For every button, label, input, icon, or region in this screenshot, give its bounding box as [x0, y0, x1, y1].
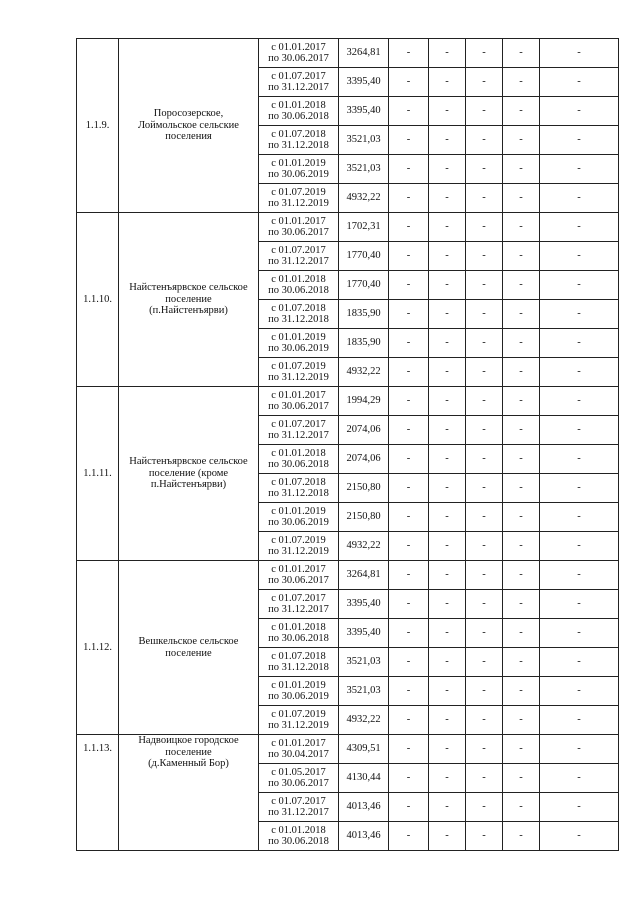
tariff-value: 4130,44	[339, 764, 389, 793]
period-to: по 30.06.2018	[268, 285, 329, 296]
period-to: по 30.06.2019	[268, 517, 329, 528]
period-from: с 01.01.2017	[271, 41, 326, 53]
empty-value-dash: -	[466, 358, 503, 387]
empty-value-dash: -	[540, 619, 619, 648]
period-cell	[259, 213, 339, 242]
empty-value-dash: -	[429, 532, 466, 561]
empty-value-dash: -	[429, 416, 466, 445]
period-cell	[259, 68, 339, 97]
empty-value-dash: -	[503, 242, 540, 271]
period-to: по 31.12.2017	[268, 82, 329, 93]
period-to: по 30.06.2017	[268, 778, 329, 789]
empty-value-dash: -	[540, 271, 619, 300]
empty-value-dash: -	[389, 793, 429, 822]
empty-value-dash: -	[540, 793, 619, 822]
empty-value-dash: -	[389, 735, 429, 764]
period-cell	[259, 358, 339, 387]
empty-value-dash: -	[466, 271, 503, 300]
settlement-name-line: п.Найстенъярви)	[150, 479, 227, 491]
period-from: с 01.01.2019	[271, 331, 326, 343]
settlement-name-line: (д.Каменный Бор)	[148, 758, 229, 769]
empty-value-dash: -	[540, 358, 619, 387]
empty-value-dash: -	[540, 503, 619, 532]
empty-value-dash: -	[503, 126, 540, 155]
empty-value-dash: -	[429, 213, 466, 242]
period-cell	[259, 677, 339, 706]
empty-value-dash: -	[389, 590, 429, 619]
empty-value-dash: -	[466, 68, 503, 97]
period-to: по 30.06.2018	[268, 111, 329, 122]
tariff-value: 3521,03	[339, 648, 389, 677]
tariff-value: 2150,80	[339, 503, 389, 532]
empty-value-dash: -	[503, 445, 540, 474]
empty-value-dash: -	[466, 561, 503, 590]
empty-value-dash: -	[466, 735, 503, 764]
empty-value-dash: -	[429, 184, 466, 213]
period-to: по 31.12.2017	[268, 256, 329, 267]
period-to: по 31.12.2018	[268, 314, 329, 325]
empty-value-dash: -	[389, 68, 429, 97]
empty-value-dash: -	[389, 474, 429, 503]
empty-value-dash: -	[540, 474, 619, 503]
empty-value-dash: -	[503, 155, 540, 184]
period-cell	[259, 97, 339, 126]
period-cell	[259, 445, 339, 474]
empty-value-dash: -	[466, 97, 503, 126]
empty-value-dash: -	[466, 155, 503, 184]
empty-value-dash: -	[540, 300, 619, 329]
item-code: 1.1.9.	[77, 39, 119, 213]
tariff-value: 2074,06	[339, 416, 389, 445]
empty-value-dash: -	[429, 822, 466, 851]
empty-value-dash: -	[503, 474, 540, 503]
empty-value-dash: -	[540, 677, 619, 706]
tariff-value: 3521,03	[339, 155, 389, 184]
empty-value-dash: -	[466, 416, 503, 445]
empty-value-dash: -	[466, 445, 503, 474]
empty-value-dash: -	[389, 416, 429, 445]
empty-value-dash: -	[503, 213, 540, 242]
empty-value-dash: -	[503, 619, 540, 648]
period-from: с 01.07.2018	[271, 302, 326, 314]
empty-value-dash: -	[466, 677, 503, 706]
period-to: по 31.12.2017	[268, 807, 329, 818]
empty-value-dash: -	[503, 561, 540, 590]
period-from: с 01.05.2017	[271, 766, 326, 778]
empty-value-dash: -	[466, 793, 503, 822]
empty-value-dash: -	[466, 648, 503, 677]
table-row	[77, 735, 619, 764]
settlement-name-line: поселение	[165, 746, 212, 758]
period-cell	[259, 39, 339, 68]
empty-value-dash: -	[389, 764, 429, 793]
empty-value-dash: -	[429, 271, 466, 300]
empty-value-dash: -	[540, 97, 619, 126]
empty-value-dash: -	[503, 271, 540, 300]
period-cell	[259, 648, 339, 677]
period-to: по 30.06.2017	[268, 575, 329, 586]
empty-value-dash: -	[389, 445, 429, 474]
empty-value-dash: -	[466, 213, 503, 242]
period-to: по 31.12.2019	[268, 198, 329, 209]
settlement-name-line: Надвоицкое городское	[138, 735, 239, 746]
settlement-name-line: поселение (кроме	[148, 467, 229, 479]
empty-value-dash: -	[429, 387, 466, 416]
empty-value-dash: -	[503, 97, 540, 126]
empty-value-dash: -	[540, 532, 619, 561]
empty-value-dash: -	[503, 677, 540, 706]
empty-value-dash: -	[540, 126, 619, 155]
empty-value-dash: -	[503, 68, 540, 97]
empty-value-dash: -	[389, 184, 429, 213]
tariff-value: 1835,90	[339, 329, 389, 358]
period-to: по 31.12.2018	[268, 662, 329, 673]
empty-value-dash: -	[389, 358, 429, 387]
period-to: по 30.06.2017	[268, 227, 329, 238]
period-cell	[259, 706, 339, 735]
settlement-name-line: Поросозерское,	[153, 108, 224, 120]
empty-value-dash: -	[503, 184, 540, 213]
empty-value-dash: -	[540, 39, 619, 68]
period-to: по 30.06.2019	[268, 169, 329, 180]
empty-value-dash: -	[389, 97, 429, 126]
empty-value-dash: -	[389, 561, 429, 590]
tariff-value: 4309,51	[339, 735, 389, 764]
empty-value-dash: -	[389, 648, 429, 677]
settlement-name	[119, 39, 259, 213]
settlement-name-line: Найстенъярвское сельское	[129, 456, 248, 468]
empty-value-dash: -	[540, 184, 619, 213]
item-code: 1.1.11.	[77, 387, 119, 561]
settlement-name-line: поселения	[165, 131, 212, 143]
item-code: 1.1.12.	[77, 561, 119, 735]
tariff-value: 3264,81	[339, 39, 389, 68]
period-to: по 31.12.2019	[268, 720, 329, 731]
period-cell	[259, 619, 339, 648]
empty-value-dash: -	[503, 706, 540, 735]
period-to: по 30.06.2018	[268, 633, 329, 644]
empty-value-dash: -	[389, 39, 429, 68]
empty-value-dash: -	[540, 68, 619, 97]
period-to: по 31.12.2018	[268, 140, 329, 151]
empty-value-dash: -	[466, 706, 503, 735]
empty-value-dash: -	[389, 300, 429, 329]
period-cell	[259, 271, 339, 300]
empty-value-dash: -	[466, 590, 503, 619]
table-row	[77, 561, 619, 590]
empty-value-dash: -	[503, 39, 540, 68]
empty-value-dash: -	[503, 590, 540, 619]
period-cell	[259, 532, 339, 561]
empty-value-dash: -	[429, 358, 466, 387]
period-cell	[259, 735, 339, 764]
period-to: по 31.12.2019	[268, 372, 329, 383]
empty-value-dash: -	[429, 619, 466, 648]
empty-value-dash: -	[429, 561, 466, 590]
empty-value-dash: -	[466, 822, 503, 851]
period-from: с 01.01.2018	[271, 273, 326, 285]
settlement-name-line: (п.Найстенъярви)	[149, 305, 228, 317]
tariff-value: 2074,06	[339, 445, 389, 474]
period-from: с 01.01.2017	[271, 737, 326, 749]
period-to: по 31.12.2017	[268, 604, 329, 615]
settlement-name-line: Лоймольское сельские	[138, 119, 239, 131]
tariff-table	[76, 38, 619, 851]
empty-value-dash: -	[389, 387, 429, 416]
item-code: 1.1.13.	[77, 735, 119, 851]
period-cell	[259, 184, 339, 213]
period-from: с 01.01.2018	[271, 824, 326, 836]
empty-value-dash: -	[503, 416, 540, 445]
empty-value-dash: -	[389, 706, 429, 735]
empty-value-dash: -	[503, 793, 540, 822]
settlement-name-line: поселение	[165, 293, 212, 305]
empty-value-dash: -	[389, 532, 429, 561]
empty-value-dash: -	[429, 706, 466, 735]
empty-value-dash: -	[540, 735, 619, 764]
empty-value-dash: -	[466, 242, 503, 271]
empty-value-dash: -	[466, 300, 503, 329]
period-to: по 30.06.2017	[268, 401, 329, 412]
empty-value-dash: -	[389, 126, 429, 155]
period-cell	[259, 822, 339, 851]
empty-value-dash: -	[466, 126, 503, 155]
empty-value-dash: -	[429, 764, 466, 793]
empty-value-dash: -	[466, 474, 503, 503]
period-from: с 01.01.2018	[271, 99, 326, 111]
period-cell	[259, 387, 339, 416]
period-cell	[259, 126, 339, 155]
empty-value-dash: -	[466, 503, 503, 532]
empty-value-dash: -	[389, 242, 429, 271]
empty-value-dash: -	[503, 300, 540, 329]
period-from: с 01.07.2017	[271, 418, 326, 430]
tariff-value: 3395,40	[339, 619, 389, 648]
tariff-value: 1770,40	[339, 271, 389, 300]
empty-value-dash: -	[540, 329, 619, 358]
empty-value-dash: -	[540, 822, 619, 851]
period-from: с 01.07.2019	[271, 360, 326, 372]
tariff-value: 1770,40	[339, 242, 389, 271]
empty-value-dash: -	[389, 329, 429, 358]
empty-value-dash: -	[429, 648, 466, 677]
empty-value-dash: -	[503, 358, 540, 387]
empty-value-dash: -	[429, 735, 466, 764]
item-code: 1.1.10.	[77, 213, 119, 387]
period-from: с 01.01.2018	[271, 621, 326, 633]
period-from: с 01.01.2019	[271, 157, 326, 169]
table-body	[77, 39, 619, 851]
period-to: по 30.06.2018	[268, 459, 329, 470]
empty-value-dash: -	[540, 445, 619, 474]
tariff-value: 3264,81	[339, 561, 389, 590]
empty-value-dash: -	[540, 416, 619, 445]
period-cell	[259, 561, 339, 590]
settlement-name-line: Вешкельское сельское	[138, 636, 239, 647]
empty-value-dash: -	[503, 329, 540, 358]
empty-value-dash: -	[540, 155, 619, 184]
empty-value-dash: -	[389, 619, 429, 648]
empty-value-dash: -	[466, 329, 503, 358]
period-cell	[259, 793, 339, 822]
period-to: по 30.06.2017	[268, 53, 329, 64]
empty-value-dash: -	[503, 503, 540, 532]
period-cell	[259, 329, 339, 358]
empty-value-dash: -	[503, 822, 540, 851]
table-row	[77, 39, 619, 68]
empty-value-dash: -	[429, 793, 466, 822]
period-cell	[259, 300, 339, 329]
empty-value-dash: -	[429, 242, 466, 271]
empty-value-dash: -	[429, 677, 466, 706]
period-from: с 01.07.2018	[271, 128, 326, 140]
settlement-name-line: Найстенъярвское сельское	[129, 282, 248, 294]
period-to: по 30.06.2018	[268, 836, 329, 847]
period-cell	[259, 242, 339, 271]
period-to: по 31.12.2017	[268, 430, 329, 441]
tariff-value: 1994,29	[339, 387, 389, 416]
period-cell	[259, 764, 339, 793]
empty-value-dash: -	[429, 97, 466, 126]
empty-value-dash: -	[540, 764, 619, 793]
period-from: с 01.07.2019	[271, 186, 326, 198]
period-from: с 01.07.2018	[271, 476, 326, 488]
settlement-name	[119, 213, 259, 387]
period-to: по 30.06.2019	[268, 343, 329, 354]
empty-value-dash: -	[389, 271, 429, 300]
empty-value-dash: -	[503, 764, 540, 793]
period-from: с 01.07.2019	[271, 534, 326, 546]
empty-value-dash: -	[466, 764, 503, 793]
period-from: с 01.07.2017	[271, 795, 326, 807]
period-from: с 01.01.2018	[271, 447, 326, 459]
tariff-value: 3521,03	[339, 677, 389, 706]
empty-value-dash: -	[540, 387, 619, 416]
empty-value-dash: -	[466, 532, 503, 561]
empty-value-dash: -	[503, 648, 540, 677]
empty-value-dash: -	[429, 68, 466, 97]
empty-value-dash: -	[429, 39, 466, 68]
tariff-value: 1835,90	[339, 300, 389, 329]
empty-value-dash: -	[540, 648, 619, 677]
empty-value-dash: -	[540, 213, 619, 242]
tariff-value: 4932,22	[339, 184, 389, 213]
period-from: с 01.07.2017	[271, 70, 326, 82]
empty-value-dash: -	[389, 822, 429, 851]
empty-value-dash: -	[429, 155, 466, 184]
empty-value-dash: -	[466, 39, 503, 68]
empty-value-dash: -	[389, 677, 429, 706]
period-from: с 01.01.2017	[271, 563, 326, 575]
period-to: по 31.12.2018	[268, 488, 329, 499]
empty-value-dash: -	[466, 619, 503, 648]
tariff-value: 4932,22	[339, 532, 389, 561]
period-cell	[259, 416, 339, 445]
period-to: по 30.06.2019	[268, 691, 329, 702]
period-from: с 01.01.2017	[271, 215, 326, 227]
tariff-value: 3395,40	[339, 590, 389, 619]
empty-value-dash: -	[466, 184, 503, 213]
period-cell	[259, 155, 339, 184]
empty-value-dash: -	[389, 155, 429, 184]
tariff-value: 3521,03	[339, 126, 389, 155]
period-from: с 01.01.2019	[271, 505, 326, 517]
settlement-name-line: поселение	[165, 647, 212, 659]
table-row	[77, 213, 619, 242]
settlement-name	[119, 735, 259, 851]
empty-value-dash: -	[540, 590, 619, 619]
period-from: с 01.07.2017	[271, 592, 326, 604]
empty-value-dash: -	[429, 329, 466, 358]
tariff-value: 4932,22	[339, 706, 389, 735]
period-from: с 01.07.2019	[271, 708, 326, 720]
empty-value-dash: -	[389, 503, 429, 532]
period-to: по 30.04.2017	[268, 749, 329, 760]
empty-value-dash: -	[540, 561, 619, 590]
empty-value-dash: -	[503, 735, 540, 764]
period-cell	[259, 474, 339, 503]
empty-value-dash: -	[429, 300, 466, 329]
table-row	[77, 387, 619, 416]
empty-value-dash: -	[429, 503, 466, 532]
empty-value-dash: -	[389, 213, 429, 242]
empty-value-dash: -	[540, 706, 619, 735]
tariff-value: 4932,22	[339, 358, 389, 387]
period-cell	[259, 503, 339, 532]
period-cell	[259, 590, 339, 619]
tariff-value: 2150,80	[339, 474, 389, 503]
tariff-value: 3395,40	[339, 68, 389, 97]
empty-value-dash: -	[503, 532, 540, 561]
empty-value-dash: -	[429, 474, 466, 503]
settlement-name	[119, 561, 259, 735]
tariff-value: 1702,31	[339, 213, 389, 242]
tariff-value: 3395,40	[339, 97, 389, 126]
empty-value-dash: -	[540, 242, 619, 271]
tariff-value: 4013,46	[339, 822, 389, 851]
period-from: с 01.01.2019	[271, 679, 326, 691]
settlement-name	[119, 387, 259, 561]
period-from: с 01.07.2018	[271, 650, 326, 662]
empty-value-dash: -	[466, 387, 503, 416]
empty-value-dash: -	[429, 590, 466, 619]
empty-value-dash: -	[503, 387, 540, 416]
period-from: с 01.07.2017	[271, 244, 326, 256]
empty-value-dash: -	[429, 126, 466, 155]
tariff-value: 4013,46	[339, 793, 389, 822]
period-to: по 31.12.2019	[268, 546, 329, 557]
period-from: с 01.01.2017	[271, 389, 326, 401]
empty-value-dash: -	[429, 445, 466, 474]
